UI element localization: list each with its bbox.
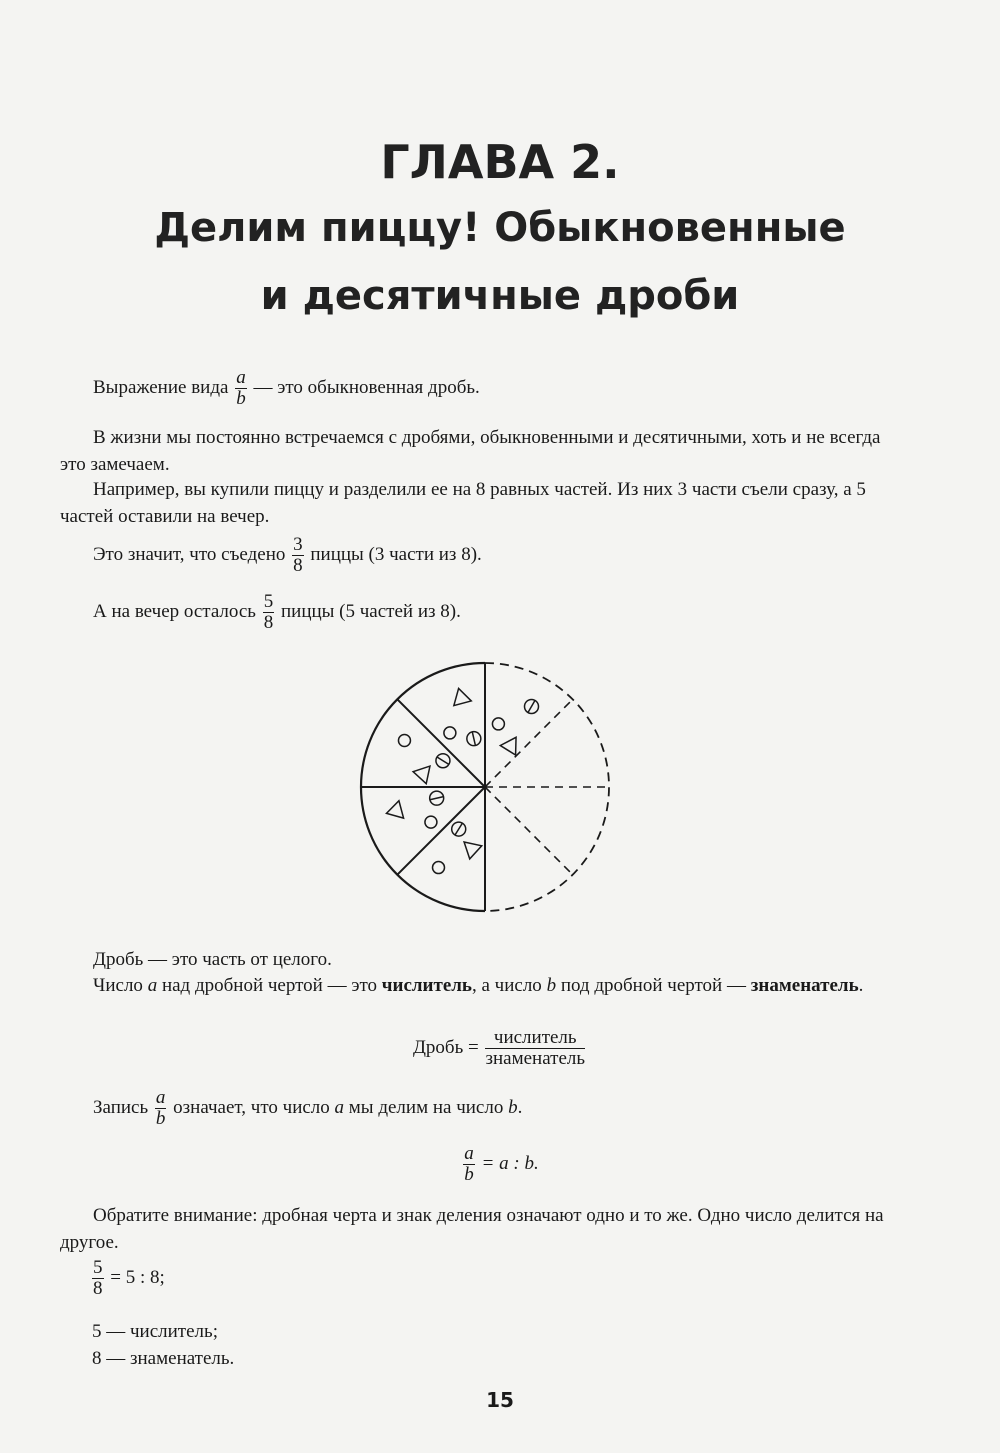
topping-half-line [472, 732, 475, 746]
paragraph-eaten: Это значит, что съедено $\frac{3}{8}$ пиццы (3 части из 8). [93, 534, 482, 576]
topping-circle [492, 718, 504, 730]
chapter-title-line1: Делим пиццу! Обыкновенные [154, 205, 846, 251]
chapter-heading: ГЛАВА 2. [380, 135, 620, 189]
topping-circle [398, 735, 410, 747]
chapter-title-line2: и десятичные дроби [260, 273, 740, 319]
topping-circle [433, 862, 445, 874]
page-number: 15 [486, 1388, 514, 1412]
pizza-cut-line-dashed [485, 787, 573, 875]
topping-half-line [437, 757, 449, 764]
paragraph-fraction-part: Дробь — это часть от целого. [93, 949, 332, 970]
formula-fraction-words: Дробь = $\frac{\text{числитель}}{\text{знаменатель}}$ [412, 1027, 586, 1069]
example-formula: $\frac{5}{8}$ = 5 : 8; [93, 1257, 165, 1299]
topping-half-line [528, 700, 535, 712]
line-denominator: 8 — знаменатель. [92, 1348, 235, 1369]
paragraph-numerator-denominator: Число a над дробной чертой — это числитель, а число b под дробной чертой — знаменатель. [93, 975, 864, 996]
topping-half-line [455, 823, 462, 835]
topping-circle [444, 727, 456, 739]
topping-triangle [384, 801, 403, 822]
paragraph-remaining: А на вечер осталось $\frac{5}{8}$ пиццы (5 частей из 8). [93, 591, 461, 633]
topping-triangle [450, 686, 471, 705]
line-numerator: 5 — числитель; [92, 1321, 218, 1342]
topping-circle [425, 816, 437, 828]
paragraph-notation: Запись $\frac{a}{b}$ означает, что число a мы делим на число b. [93, 1087, 523, 1129]
topping-triangle [461, 842, 482, 861]
topping-triangle [411, 763, 430, 784]
paragraph-fraction-definition: Выражение вида $\frac{a}{b}$ — это обыкновенная дробь. [93, 367, 480, 409]
formula-division: $\frac{a}{b}$ = a : b. [464, 1143, 539, 1185]
paragraph-life: В жизни мы постоянно встречаемся с дробями, обыкновенными и десятичными, хоть и не всегда это замечаем. [60, 427, 881, 475]
paragraph-attention: Обратите внимание: дробная черта и знак деления означают одно и то же. Одно число делится на другое. [60, 1205, 884, 1253]
paragraph-example: Например, вы купили пиццу и разделили ее на 8 равных частей. Из них 3 части съели сразу, а 5 частей оставили на вечер. [60, 479, 866, 527]
topping-half-line [430, 797, 444, 800]
